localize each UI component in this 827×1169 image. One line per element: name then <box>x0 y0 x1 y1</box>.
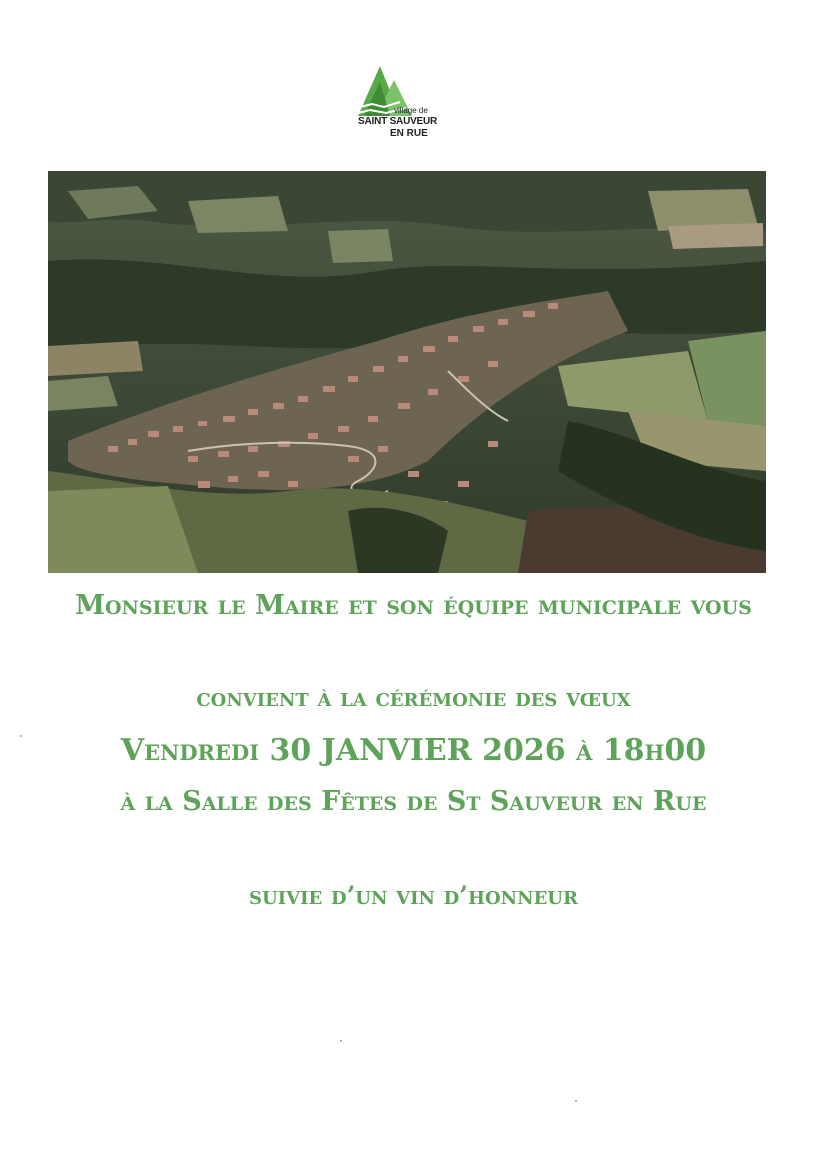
scan-speck <box>340 1040 342 1042</box>
village-logo <box>350 60 450 142</box>
invitation-line-vin: suivie d’un vin d’honneur <box>249 881 578 910</box>
invitation-line-ceremonie: convient à la cérémonie des vœux <box>196 683 631 712</box>
logo-title-second: EN RUE <box>390 128 428 139</box>
invitation-line-maire: Monsieur le Maire et son équipe municipale vous <box>75 590 752 621</box>
scan-speck <box>575 1100 577 1102</box>
logo-subtitle: village de <box>394 106 428 115</box>
invitation-line-lieu: à la Salle des Fêtes de St Sauveur en Rue <box>120 786 707 817</box>
aerial-village-photo <box>48 171 766 573</box>
invitation-line-date: Vendredi 30 JANVIER 2026 à 18h00 <box>120 733 707 768</box>
scan-speck <box>20 735 22 737</box>
logo-title: SAINT SAUVEUR <box>358 116 438 127</box>
